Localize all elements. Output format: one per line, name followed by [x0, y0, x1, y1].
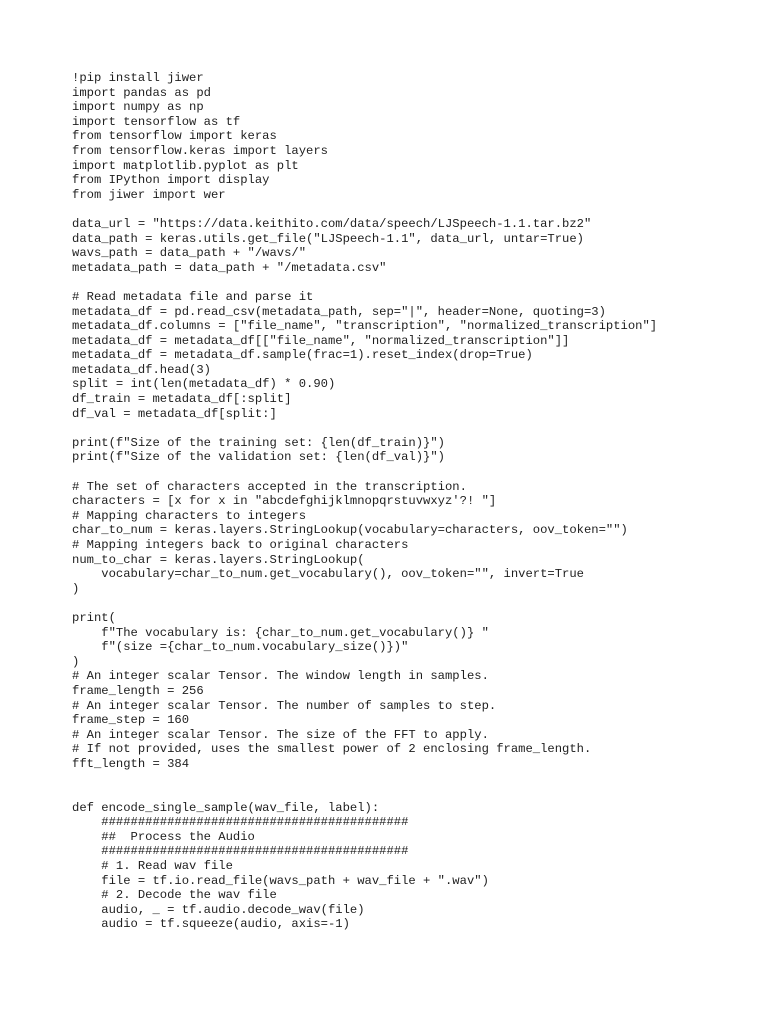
code-line: metadata_df = metadata_df.sample(frac=1).reset_index(drop=True)	[72, 348, 533, 363]
code-line: import pandas as pd	[72, 85, 211, 100]
code-line: data_url = "https://data.keithito.com/data/speech/LJSpeech-1.1.tar.bz2"	[72, 216, 592, 231]
code-line: !pip install jiwer	[72, 71, 204, 85]
code-line: num_to_char = keras.layers.StringLookup(	[72, 552, 365, 567]
code-line: )	[72, 654, 80, 669]
code-line: characters = [x for x in "abcdefghijklmnopqrstuvwxyz'?! "]	[72, 494, 497, 509]
code-line: ##########################################	[72, 815, 409, 830]
code-line: # 1. Read wav file	[72, 859, 233, 874]
code-line: metadata_df.columns = ["file_name", "transcription", "normalized_transcription"]	[72, 319, 658, 334]
code-line: ##########################################	[72, 844, 409, 859]
code-line: metadata_df = pd.read_csv(metadata_path, sep="|", header=None, quoting=3)	[72, 304, 606, 319]
code-line: # The set of characters accepted in the transcription.	[72, 479, 467, 494]
code-line: data_path = keras.utils.get_file("LJSpeech-1.1", data_url, untar=True)	[72, 231, 584, 246]
code-line: f"The vocabulary is: {char_to_num.get_vocabulary()} "	[72, 625, 489, 640]
code-line: # 2. Decode the wav file	[72, 888, 277, 903]
code-line: # Mapping integers back to original characters	[72, 538, 409, 552]
code-line: frame_length = 256	[72, 683, 204, 698]
code-line: # Mapping characters to integers	[72, 508, 307, 523]
code-line: import matplotlib.pyplot as plt	[72, 158, 299, 173]
code-line	[72, 275, 748, 290]
code-line: df_val = metadata_df[split:]	[72, 406, 277, 421]
code-line: # Read metadata file and parse it	[72, 289, 314, 304]
code-line: from tensorflow import keras	[72, 129, 277, 144]
code-line: from IPython import display	[72, 173, 270, 188]
code-line	[72, 786, 748, 801]
code-line	[72, 772, 748, 787]
code-line: char_to_num = keras.layers.StringLookup(vocabulary=characters, oov_token="")	[72, 523, 628, 538]
code-line	[72, 596, 748, 611]
code-line: f"(size ={char_to_num.vocabulary_size()})"	[72, 640, 409, 655]
code-line: print(	[72, 610, 116, 625]
code-line: ## Process the Audio	[72, 829, 255, 844]
code-line: split = int(len(metadata_df) * 0.90)	[72, 377, 336, 392]
code-line: from tensorflow.keras import layers	[72, 143, 328, 158]
code-line: )	[72, 581, 80, 596]
code-line: audio = tf.squeeze(audio, axis=-1)	[72, 917, 350, 932]
code-line: df_train = metadata_df[:split]	[72, 392, 292, 407]
code-line: metadata_path = data_path + "/metadata.csv"	[72, 260, 387, 275]
code-line: wavs_path = data_path + "/wavs/"	[72, 246, 307, 261]
code-line: fft_length = 384	[72, 756, 190, 771]
code-line: print(f"Size of the training set: {len(df_train)}")	[72, 435, 445, 450]
code-line: # An integer scalar Tensor. The size of the FFT to apply.	[72, 727, 489, 742]
code-line: file = tf.io.read_file(wavs_path + wav_file + ".wav")	[72, 873, 489, 888]
code-line: import tensorflow as tf	[72, 114, 241, 129]
code-line: audio, _ = tf.audio.decode_wav(file)	[72, 902, 365, 917]
code-line: # An integer scalar Tensor. The window length in samples.	[72, 669, 489, 684]
code-line: from jiwer import wer	[72, 187, 226, 202]
code-line	[72, 202, 748, 217]
code-line: print(f"Size of the validation set: {len(df_val)}")	[72, 450, 445, 465]
code-line: def encode_single_sample(wav_file, label):	[72, 800, 380, 815]
code-line	[72, 421, 748, 436]
code-line: # If not provided, uses the smallest power of 2 enclosing frame_length.	[72, 742, 592, 757]
code-line: frame_step = 160	[72, 713, 190, 728]
code-document	[72, 71, 748, 932]
code-line: metadata_df.head(3)	[72, 362, 211, 377]
code-line: import numpy as np	[72, 100, 204, 115]
code-line: # An integer scalar Tensor. The number of samples to step.	[72, 698, 497, 713]
code-line: metadata_df = metadata_df[["file_name", "normalized_transcription"]]	[72, 333, 570, 348]
code-line: vocabulary=char_to_num.get_vocabulary(), oov_token="", invert=True	[72, 567, 584, 582]
code-line	[72, 465, 748, 480]
